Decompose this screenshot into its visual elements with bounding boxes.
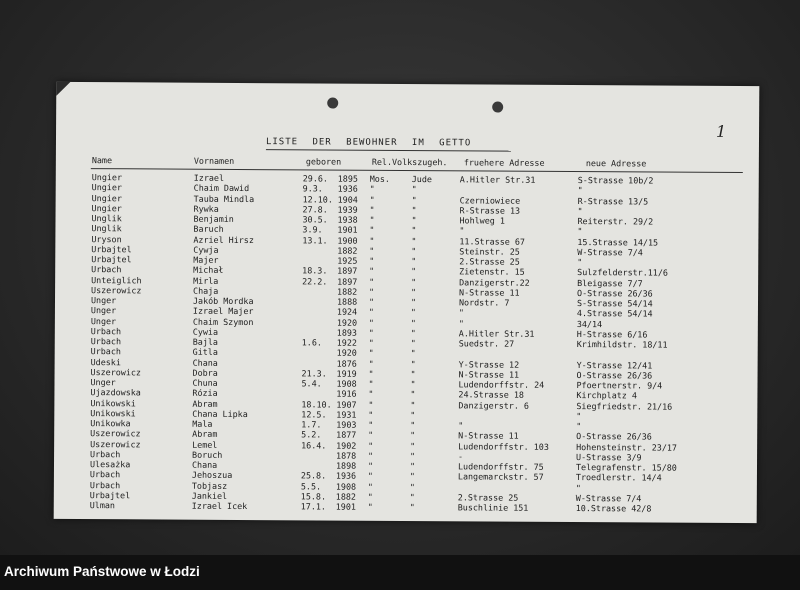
cell-year: 1924 [336,306,358,317]
cell-first: Izrael Majer [192,305,254,317]
cell-first: Mala [192,418,213,429]
cell-rel: " [369,184,375,195]
archive-name: Archiwum Państwowe w Łodzi [4,564,200,579]
cell-old: Buschlinie 151 [457,502,529,513]
cell-new: 10.Strasse 42/8 [575,503,652,514]
cell-first: Rywka [193,203,219,214]
cell-volk: " [409,481,415,492]
cell-new: Troedlerstr. 14/4 [575,472,662,483]
cell-new: " [577,205,583,216]
cell-first: Bajla [192,336,219,347]
cell-first: Michał [193,264,224,276]
cell-first: Tauba Mindla [193,193,255,204]
cell-old: Hohlweg 1 [459,215,505,226]
cell-old: Danzigerstr.22 [459,276,530,288]
cell-first: Gitla [192,346,218,358]
column-header-old-address: fruehere Adresse [463,157,545,168]
cell-old: 11.Strasse 67 [459,235,525,247]
cell-rel: " [368,389,374,400]
cell-old: Ludendorffstr. 24 [458,379,545,390]
cell-first: Lemel [192,439,218,450]
cell-old: " [459,225,465,236]
column-header-name: Name [91,155,113,166]
cell-rel: " [368,317,374,328]
cell-first: Jehoszua [191,469,233,481]
cell-year: 1922 [336,337,357,348]
cell-volk: " [409,502,415,513]
cell-old: 2.Strasse 25 [457,492,519,503]
cell-first: Chana [191,459,218,470]
cell-name: Urbach [90,448,121,460]
cell-year: 1882 [335,491,357,502]
cell-first: Baruch [193,223,224,235]
cell-date: 22.2. [302,275,328,287]
cell-year: 1897 [337,276,358,287]
cell-first: Jankiel [191,490,228,501]
cell-year: 1900 [337,235,358,246]
cell-volk: " [410,338,416,349]
cell-year: 1920 [336,347,357,358]
cell-rel: " [368,399,374,410]
cell-new: O-Strasse 26/36 [577,287,653,299]
cell-volk: " [410,358,416,369]
cell-old: A.Hitler Str.31 [459,174,536,185]
cell-year: 1882 [337,286,358,297]
cell-new: Sulzfelderstr.11/6 [577,267,668,278]
cell-new: 15.Strasse 14/15 [577,236,659,248]
cell-first: Rózia [192,387,218,399]
cell-new: Kirchplatz 4 [576,390,637,401]
cell-new: U-Strasse 3/9 [576,451,642,463]
cell-name: Unger [90,295,117,306]
cell-volk: " [409,461,416,472]
cell-date: 27.8. [302,204,328,215]
cell-rel: " [369,276,375,287]
cell-date: 30.5. [302,214,328,225]
cell-rel: " [368,348,374,359]
cell-name: Urbach [90,346,121,357]
cell-rel: " [367,501,373,512]
cell-year: 1938 [337,214,358,225]
cell-first: Izrael [193,172,225,183]
cell-new: Hohensteinstr. 23/17 [576,441,677,453]
cell-old: " [458,307,465,318]
column-header-born: geboren [305,156,342,167]
cell-rel: " [369,245,375,256]
cell-rel: " [367,481,373,492]
cell-year: 1882 [337,245,358,256]
cell-name: Uszerowicz [90,366,142,378]
cell-rel: " [369,194,375,205]
column-header-new-address: neue Adresse [585,158,647,169]
cell-first: Cywja [193,244,219,255]
cell-new: W-Strasse 7/4 [575,492,642,504]
cell-rel: " [369,286,375,297]
cell-old: N-Strasse 11 [458,430,519,441]
cell-volk: " [410,399,416,410]
cell-volk: " [411,245,417,256]
cell-new: Siegfriedstr. 21/16 [576,400,673,412]
cell-name: Ungier [91,172,123,183]
cell-new: O-Strasse 26/36 [576,369,653,381]
cell-rel: " [368,378,374,389]
cell-year: 1908 [335,481,357,492]
cell-rel: " [367,471,374,482]
cell-old: Zietenstr. 15 [459,266,525,277]
cell-name: Unikowski [90,397,136,408]
cell-rel: " [368,430,374,441]
cell-volk: " [411,225,417,236]
cell-volk: " [411,276,417,287]
cell-year: 1893 [336,327,358,338]
cell-rel: " [368,368,374,379]
cell-year: 1908 [336,378,357,389]
cell-rel: " [368,337,374,348]
cell-first: Chaim Szymon [192,316,254,327]
cell-year: 1939 [337,204,358,215]
cell-volk: " [410,327,416,338]
cell-name: Urbach [90,336,122,347]
cell-new: Telegrafenstr. 15/80 [575,462,677,473]
cell-year: 1902 [336,440,357,451]
cell-year: 1888 [336,296,358,307]
cell-name: Unger [90,315,117,326]
cell-name: Urbajtel [91,243,132,255]
cell-first: Chuna [192,377,218,388]
cell-date: 5.4. [301,378,322,389]
cell-rel: " [369,266,375,277]
cell-rel: " [368,307,375,318]
cell-rel: " [368,358,374,369]
page-number: 1 [715,121,727,141]
cell-date: 18.3. [302,265,328,276]
cell-old: " [458,420,464,431]
cell-date: 17.1. [300,501,327,512]
cell-date: 1.7. [301,419,322,430]
resident-list [54,172,759,515]
cell-first: Dobra [192,367,218,378]
cell-new: " [577,226,583,237]
cell-name: Ungier [91,192,122,203]
cell-year: 1920 [336,317,358,328]
cell-date: 12.10. [302,193,333,205]
cell-first: Chaja [193,285,219,296]
cell-volk: " [409,491,415,502]
punch-hole-left [327,98,338,109]
cell-name: Unteiglich [91,274,142,285]
cell-name: Uryson [91,233,122,244]
cell-first: Boruch [192,449,223,460]
cell-volk: " [410,297,417,308]
title-underline [266,149,511,151]
cell-date: 9.3. [302,183,323,194]
cell-date: 3.9. [302,224,323,235]
cell-old: N-Strasse 11 [459,287,520,298]
cell-volk: " [411,286,417,297]
cell-old: Ludendorffstr. 103 [458,440,549,452]
cell-first: Mirla [193,275,219,286]
cell-year: 1876 [336,358,357,369]
cell-new: " [575,482,581,493]
cell-year: 1925 [337,255,358,266]
cell-date: 18.10. [301,398,332,410]
cell-old: Langemarckstr. 57 [457,471,544,483]
cell-date: 25.8. [300,470,327,481]
cell-new: " [577,257,583,268]
cell-volk: " [410,348,416,359]
cell-date: 13.1. [302,234,328,246]
cell-name: Unglik [91,223,122,234]
cell-new: O-Strasse 26/36 [576,431,652,442]
cell-name: Ungier [91,202,122,214]
cell-rel: " [367,491,373,502]
column-header-first-names: Vornamen [193,155,235,166]
cell-volk: " [410,368,416,379]
cell-new: 4.Strasse 54/14 [576,308,653,319]
cell-date: 16.4. [301,439,327,451]
cell-name: Unikowski [90,407,136,419]
cell-new: W-Strasse 7/4 [577,246,643,258]
cell-rel: " [368,409,374,420]
cell-rel: " [369,255,375,266]
cell-new: Pfoertnerstr. 9/4 [576,380,663,391]
cell-name: Udeski [90,356,121,367]
cell-first: Tobjasz [191,480,228,491]
cell-old: Ludendorffstr. 75 [457,461,544,472]
cell-old: - [458,451,464,462]
cell-volk: " [411,266,417,277]
cell-year: 1936 [335,470,357,481]
cell-new: 34/14 [576,318,603,329]
cell-old: 24.Strasse 18 [458,389,525,400]
cell-first: Izrael Icek [191,500,248,512]
cell-year: 1898 [335,460,357,471]
cell-date: 5.2. [301,429,322,440]
cell-name: Urbajtel [91,254,132,265]
cell-name: Ulman [89,500,116,511]
cell-first: Abram [192,428,218,440]
cell-new: Bleigasse 7/7 [577,277,643,288]
folded-corner [56,82,70,96]
cell-volk: " [411,184,417,195]
punch-hole-right [492,102,503,113]
cell-new: Reiterstr. 29/2 [577,216,654,227]
cell-first: Chaim Dawid [193,182,250,194]
cell-date: 29.6. [302,173,329,184]
cell-name: Urbach [89,479,121,490]
cell-name: Unger [90,377,116,388]
cell-rel: " [368,296,375,307]
cell-name: Urbach [90,325,122,337]
cell-old: Suedstr. 27 [458,338,515,349]
cell-year: 1919 [336,368,357,379]
cell-year: 1878 [336,450,357,461]
cell-year: 1916 [336,388,357,399]
cell-first: Benjamin [193,213,234,224]
cell-volk: " [411,204,417,215]
cell-old: Steinstr. 25 [459,246,520,257]
cell-volk: " [410,317,416,328]
cell-old: R-Strasse 13 [459,205,521,216]
cell-old: Czerniowiece [459,194,521,206]
cell-name: Ujazdowska [90,387,141,398]
cell-year: 1877 [336,429,357,440]
cell-old: Danzigerstr. 6 [458,399,529,411]
cell-volk: " [410,389,416,400]
cell-name: Unglik [91,213,122,224]
cell-name: Uszerowicz [90,438,141,449]
cell-new: " [577,185,583,196]
cell-name: Unikowka [90,418,131,429]
cell-volk: " [410,307,417,318]
cell-date: 15.8. [300,491,327,502]
cell-year: 1901 [335,501,356,512]
document-sheet [54,82,760,523]
cell-year: 1901 [337,224,358,235]
cell-volk: " [410,409,416,420]
cell-old: Y-Strasse 12 [458,358,520,370]
cell-first: Jakób Mordka [192,295,254,307]
cell-rel: " [368,440,374,451]
cell-year: 1907 [336,399,357,410]
cell-first: Chana Lipka [192,408,248,419]
cell-year: 1936 [337,183,358,194]
cell-date: 21.3. [301,368,327,379]
cell-rel: " [367,460,374,471]
cell-first: Cywia [192,326,219,337]
cell-old: N-Strasse 11 [458,369,520,380]
cell-rel: " [368,327,374,338]
cell-first: Azriel Hirsz [193,234,254,245]
cell-volk: " [409,471,416,482]
cell-rel: " [369,204,375,215]
cell-name: Urbajtel [89,489,131,501]
cell-year: 1903 [336,419,357,430]
cell-new: H-Strasse 6/16 [576,328,648,340]
cell-date: 1.6. [301,337,322,348]
cell-new: R-Strasse 13/5 [577,195,649,206]
cell-volk: " [410,420,416,431]
cell-rel: " [368,419,374,430]
column-header-religion-nationality: Rel.Volkszugeh. [371,156,448,168]
cell-name: Urbach [91,264,122,275]
cell-date: 5.5. [300,480,322,491]
cell-volk: " [411,235,417,246]
cell-year: 1904 [337,194,358,205]
cell-new: Y-Strasse 12/41 [576,359,653,371]
cell-old: 2.Strasse 25 [459,256,520,267]
cell-rel: " [369,235,375,246]
cell-name: Ungier [91,182,122,193]
cell-new: " [576,410,582,421]
cell-year: 1931 [336,409,357,420]
cell-name: Unger [90,305,117,316]
cell-volk: " [410,430,416,441]
cell-name: Urbach [89,469,121,480]
cell-rel: Mos. [369,173,390,184]
cell-volk: " [410,379,416,390]
cell-new: S-Strasse 54/14 [576,298,653,309]
cell-name: Uszerowicz [90,428,141,439]
cell-first: Abram [192,398,218,409]
cell-old: Nordstr. 7 [458,297,510,308]
cell-rel: " [369,214,375,225]
cell-new: Krimhildstr. 18/11 [576,339,668,350]
cell-volk: " [410,440,416,451]
cell-old: " [458,317,464,328]
cell-volk: " [411,194,417,205]
cell-name: Ulesażka [89,459,131,470]
cell-old: A.Hitler Str.31 [458,328,535,339]
document-title: LISTE DER BEWOHNER IM GETTO [265,137,472,149]
cell-date: 12.5. [301,409,327,420]
cell-first: Majer [193,254,219,265]
cell-first: Chana [192,357,218,368]
cell-new: S-Strasse 10b/2 [577,175,654,186]
cell-volk: " [411,256,417,267]
cell-volk: " [411,215,417,226]
cell-new: " [576,421,582,432]
cell-volk: " [410,450,416,461]
cell-rel: " [368,450,374,461]
cell-year: 1897 [337,265,358,276]
cell-name: Uszerowicz [91,284,142,296]
cell-rel: " [369,225,375,236]
cell-year: 1895 [337,173,358,184]
cell-volk: Jude [411,174,432,185]
